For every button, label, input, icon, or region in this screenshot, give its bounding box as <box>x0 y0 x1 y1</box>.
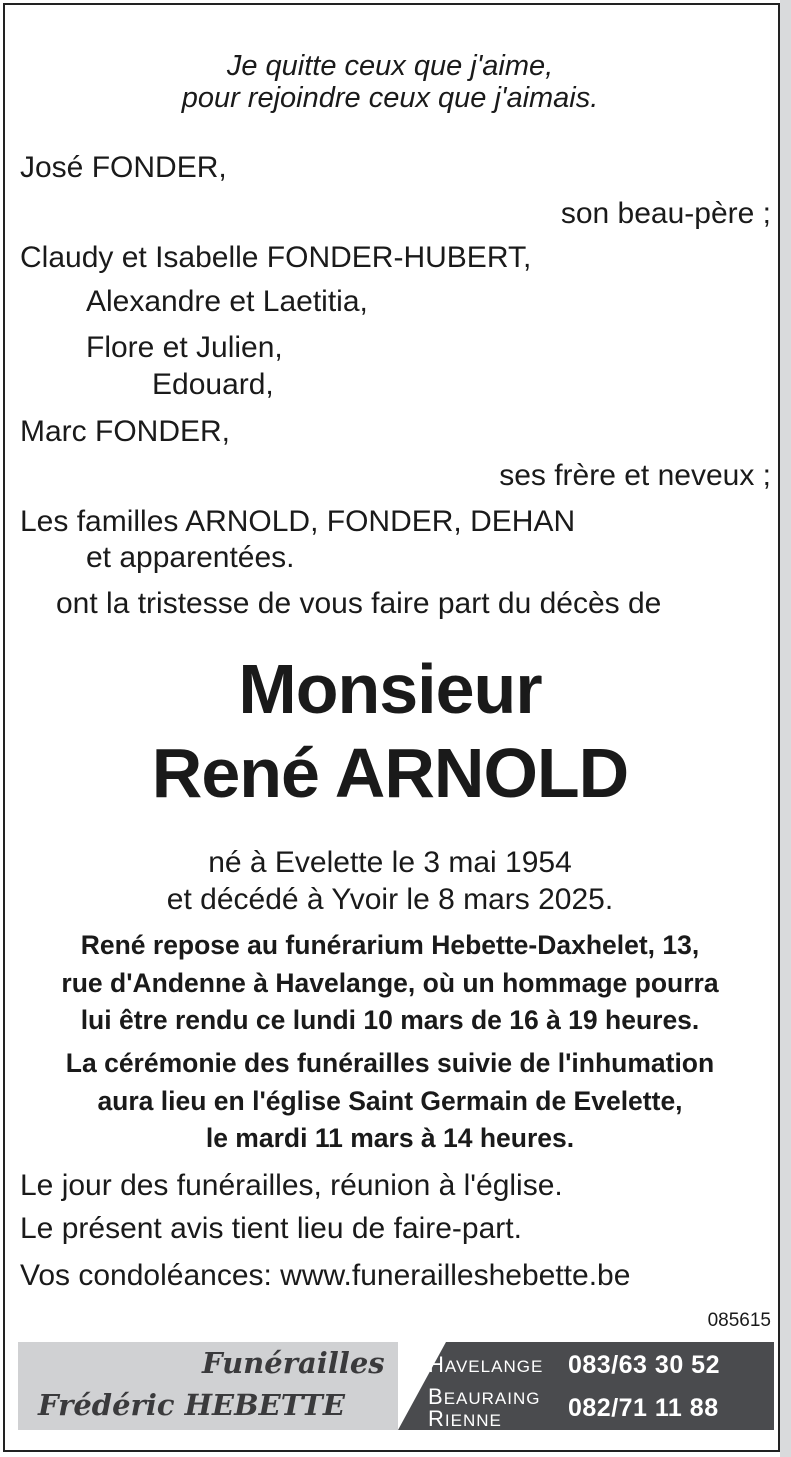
ceremony-line-2: aura lieu en l'église Saint Germain de Evelette, <box>97 1086 683 1116</box>
family-marc: Marc FONDER, <box>20 415 230 448</box>
reference-number: 085615 <box>707 1310 771 1331</box>
epitaph-line-1: Je quitte ceux que j'aime, <box>226 50 554 82</box>
family-apparentees: et apparentées. <box>86 541 295 574</box>
birth-line: né à Evelette le 3 mai 1954 <box>208 846 572 879</box>
family-frere-neveux: ses frère et neveux ; <box>499 459 771 492</box>
funerarium-line-1: René repose au funérarium Hebette-Daxhelet, 13, <box>80 930 700 960</box>
epitaph-line-2: pour rejoindre ceux que j'aimais. <box>181 82 599 114</box>
side-stripe <box>780 0 791 1457</box>
family-familles: Les familles ARNOLD, FONDER, DEHAN <box>20 505 576 538</box>
ceremony-line-1: La cérémonie des funérailles suivie de l'inhumation <box>65 1048 715 1078</box>
family-claudy: Claudy et Isabelle FONDER-HUBERT, <box>20 241 532 274</box>
funerarium-line-2: rue d'Andenne à Havelange, où un hommage pourra <box>61 968 719 998</box>
city-beauraing: BEAURAING <box>428 1384 541 1409</box>
city-havelange: HAVELANGE <box>428 1352 544 1377</box>
deceased-name: René ARNOLD <box>151 734 629 812</box>
announcement: ont la tristesse de vous faire part du décès de <box>56 587 662 620</box>
note-condoleances: Vos condoléances: www.funerailleshebette.be <box>20 1259 631 1292</box>
ceremony-line-3: le mardi 11 mars à 14 heures. <box>205 1123 575 1153</box>
funeral-home-banner <box>18 1342 774 1430</box>
family-beau-pere: son beau-père ; <box>560 197 771 230</box>
funerarium-line-3: lui être rendu ce lundi 10 mars de 16 à 19 heures. <box>80 1005 700 1035</box>
city-rienne: RIENNE <box>428 1406 502 1431</box>
death-line: et décédé à Yvoir le 8 mars 2025. <box>166 883 614 916</box>
funeral-home-line-1: Funérailles <box>202 1346 385 1380</box>
funeral-home-line-2: Frédéric HEBETTE <box>38 1388 345 1422</box>
note-avis: Le présent avis tient lieu de faire-part. <box>20 1212 522 1245</box>
phone-beauraing-rienne: 082/71 11 88 <box>568 1394 719 1422</box>
family-jose: José FONDER, <box>20 151 227 184</box>
family-edouard: Edouard, <box>152 368 274 401</box>
note-reunion: Le jour des funérailles, réunion à l'église. <box>20 1169 563 1202</box>
family-alexandre: Alexandre et Laetitia, <box>86 285 368 318</box>
deceased-title: Monsieur <box>238 650 542 728</box>
phone-havelange: 083/63 30 52 <box>568 1351 720 1379</box>
family-flore: Flore et Julien, <box>86 331 283 364</box>
